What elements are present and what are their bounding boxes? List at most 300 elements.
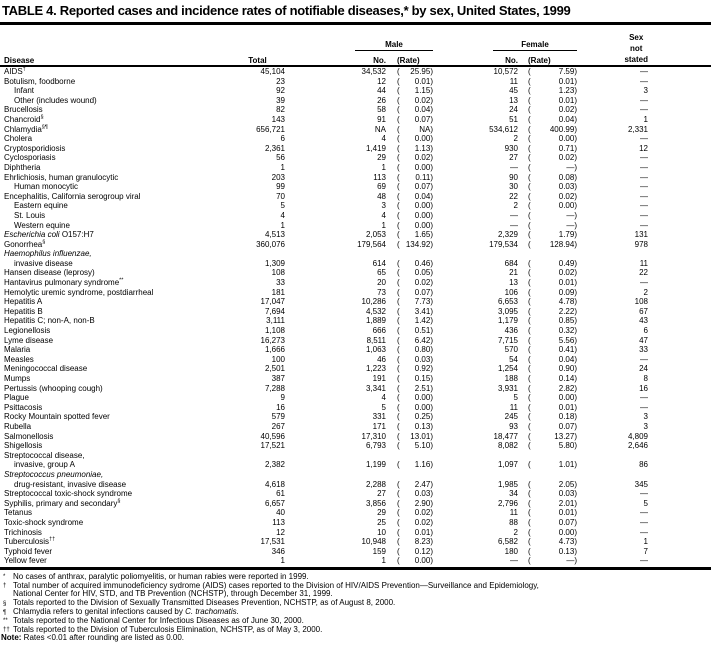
table-row	[0, 489, 711, 499]
male-rate-cell	[386, 230, 434, 240]
close-paren: )	[430, 67, 433, 76]
close-paren: )	[574, 460, 577, 470]
male-no-cell-value: 73	[377, 287, 386, 297]
table-row	[0, 518, 711, 528]
female-rate-cell-value: 0.02	[558, 191, 575, 201]
disease-cell	[0, 163, 230, 173]
male-rate-cell-value: 3.41	[414, 306, 431, 316]
sex-not-stated-cell-value: —	[640, 354, 648, 364]
footnote-text: National Center for HIV, STD, and TB Prevention (NCHSTP), through December 31, 1999.	[13, 589, 333, 599]
sex-not-stated-cell	[578, 211, 648, 221]
sex-not-stated-cell	[578, 307, 648, 317]
female-no-cell-value: 88	[509, 517, 518, 527]
sex-not-stated-cell	[578, 316, 648, 326]
open-paren: (	[528, 402, 531, 412]
female-no-cell	[434, 297, 518, 307]
male-rate-cell-wrap	[386, 230, 434, 240]
male-no-cell-value: 44	[377, 86, 386, 96]
total-cell-value: 16,273	[260, 335, 285, 345]
male-rate-cell-value: 7.73	[414, 297, 431, 307]
sex-header-line2: not	[630, 44, 643, 53]
table-row	[0, 336, 711, 346]
total-cell-value: 4	[280, 210, 285, 220]
male-no-cell	[285, 221, 386, 231]
disease-name: Legionellosis	[4, 326, 51, 336]
female-no-cell	[434, 153, 518, 163]
male-rate-cell-value: 0.01	[414, 527, 431, 537]
female-no-cell-value: 21	[509, 268, 518, 278]
total-cell	[230, 451, 285, 461]
footnote-marker: †	[3, 583, 7, 590]
disease-name: Infant	[14, 86, 35, 96]
male-no-cell-value: 25	[377, 517, 386, 527]
disease-cell	[0, 278, 230, 288]
male-rate-cell	[386, 403, 434, 413]
male-rate-cell	[386, 163, 434, 173]
female-no-cell-value: 436	[504, 326, 518, 336]
disease-name-italic: Streptococcus pneumoniae,	[4, 469, 104, 479]
row-right-spacer	[648, 230, 711, 240]
male-rate-cell-value: 13.01	[410, 431, 431, 441]
open-paren: (	[397, 287, 400, 297]
male-no-cell	[285, 499, 386, 509]
table-row	[0, 182, 711, 192]
male-no-cell	[285, 66, 386, 77]
female-no-cell-value: 24	[509, 105, 518, 115]
female-rate-cell-wrap	[518, 326, 578, 336]
female-rate-cell-wrap	[518, 374, 578, 384]
female-no-cell-value: —	[510, 556, 518, 566]
male-rate-cell-value: 0.05	[414, 268, 431, 278]
disease-cell	[0, 201, 230, 211]
male-rate-cell-wrap	[386, 489, 434, 499]
total-cell-value: 1	[280, 556, 285, 566]
total-cell	[230, 508, 285, 518]
total-cell	[230, 105, 285, 115]
close-paren: )	[574, 182, 577, 192]
table-row	[0, 288, 711, 298]
male-no-cell	[285, 432, 386, 442]
table-row	[0, 470, 711, 480]
open-paren: (	[397, 517, 400, 527]
female-no-cell	[434, 173, 518, 183]
open-paren: (	[528, 105, 531, 115]
open-paren: (	[528, 335, 531, 345]
female-no-cell-value: 22	[509, 191, 518, 201]
sex-not-stated-cell-value: —	[640, 402, 648, 412]
male-no-cell	[285, 307, 386, 317]
female-rate-cell-value: 0.09	[558, 287, 575, 297]
male-rate-cell-value: 0.00	[414, 402, 431, 412]
total-cell	[230, 384, 285, 394]
total-cell	[230, 432, 285, 442]
female-no-cell	[434, 230, 518, 240]
open-paren: (	[397, 67, 400, 76]
male-rate-cell-wrap	[386, 96, 434, 106]
female-rate-cell	[518, 451, 578, 461]
female-rate-cell-value: 0.07	[558, 517, 575, 527]
row-right-spacer	[648, 460, 711, 470]
disease-cell	[0, 288, 230, 298]
close-paren: )	[574, 86, 577, 96]
sex-not-stated-cell-value: 33	[639, 345, 648, 355]
male-rate-cell-value: 0.02	[414, 278, 431, 288]
sex-not-stated-cell	[578, 259, 648, 269]
female-no-cell	[434, 422, 518, 432]
total-cell	[230, 230, 285, 240]
sex-not-stated-cell	[578, 528, 648, 538]
footnote-text: Total number of acquired immunodeficiency sydrome (AIDS) cases reported to the Division of HIV/AIDS Prevention—Surveillance and Epidemiology,	[13, 580, 539, 590]
female-rate-cell-wrap	[518, 86, 578, 96]
female-rate-cell	[518, 297, 578, 307]
total-cell-value: 2,501	[264, 364, 285, 374]
female-rate-cell	[518, 393, 578, 403]
table-row	[0, 221, 711, 231]
open-paren: (	[528, 546, 531, 556]
total-cell	[230, 499, 285, 509]
female-no-cell	[434, 96, 518, 106]
close-paren: )	[430, 460, 433, 470]
open-paren: (	[528, 517, 531, 527]
close-paren: )	[574, 364, 577, 374]
male-rate-cell-wrap	[386, 326, 434, 336]
open-paren: (	[397, 335, 400, 345]
female-rate-cell-wrap	[518, 460, 578, 470]
male-rate-cell-value: 0.04	[414, 191, 431, 201]
male-rate-cell-wrap	[386, 422, 434, 432]
close-paren: )	[430, 508, 433, 518]
female-rate-cell-value: 0.00	[558, 201, 575, 211]
male-no-cell	[285, 230, 386, 240]
disease-name: Hantavirus pulmonary syndrome	[4, 278, 120, 288]
female-no-cell-value: 11	[509, 76, 518, 86]
male-rate-cell-value: 2.51	[414, 383, 431, 393]
male-no-cell	[285, 518, 386, 528]
row-right-spacer	[648, 201, 711, 211]
male-rate-cell-wrap	[386, 508, 434, 518]
table-row	[0, 115, 711, 125]
table-row	[0, 249, 711, 259]
total-cell	[230, 441, 285, 451]
male-rate-cell-wrap	[386, 307, 434, 317]
female-rate-cell-value: —	[566, 220, 575, 230]
sex-not-stated-cell-value: 5	[643, 498, 648, 508]
row-right-spacer	[648, 345, 711, 355]
male-rate-cell-value: 2.47	[414, 479, 431, 489]
male-rate-cell	[386, 451, 434, 461]
disease-cell	[0, 86, 230, 96]
open-paren: (	[397, 354, 400, 364]
sex-not-stated-cell-value: 43	[639, 316, 648, 326]
male-rate-cell	[386, 556, 434, 566]
table-row	[0, 499, 711, 509]
close-paren: )	[574, 383, 577, 393]
disease-name: Eastern equine	[14, 201, 68, 211]
close-paren: )	[574, 421, 577, 431]
male-rate-cell	[386, 384, 434, 394]
male-no-cell	[285, 384, 386, 394]
female-no-cell-value: 2	[513, 134, 518, 144]
close-paren: )	[574, 297, 577, 307]
table-row	[0, 259, 711, 269]
table-row	[0, 556, 711, 566]
male-no-cell-value: 1	[381, 220, 386, 230]
female-no-cell	[434, 326, 518, 336]
female-rate-cell	[518, 355, 578, 365]
male-no-cell	[285, 326, 386, 336]
sex-not-stated-cell	[578, 556, 648, 566]
male-no-cell	[285, 249, 386, 259]
disease-name: Meningococcal disease	[4, 364, 88, 374]
disease-cell	[0, 422, 230, 432]
sex-not-stated-cell-value: —	[640, 95, 648, 105]
header-right-spacer	[648, 29, 711, 66]
sex-not-stated-header	[624, 32, 648, 65]
female-rate-cell-wrap	[518, 528, 578, 538]
female-no-cell	[434, 355, 518, 365]
total-cell-value: 33	[276, 278, 285, 288]
female-rate-cell-value: 5.80	[558, 441, 575, 451]
sex-not-stated-cell-value: —	[640, 220, 648, 230]
male-rate-cell	[386, 336, 434, 346]
total-cell-value: 267	[271, 421, 285, 431]
open-paren: (	[528, 182, 531, 192]
open-paren: (	[528, 287, 531, 297]
disease-cell	[0, 345, 230, 355]
open-paren: (	[397, 162, 400, 172]
sex-not-stated-cell-value: 2	[643, 287, 648, 297]
open-paren: (	[528, 374, 531, 383]
female-no-cell	[434, 412, 518, 422]
male-no-cell-value: 1,063	[365, 345, 386, 355]
open-paren: (	[528, 76, 531, 86]
sex-not-stated-cell-value: —	[640, 201, 648, 211]
open-paren: (	[528, 556, 531, 566]
female-rate-cell-value: 4.73	[558, 537, 575, 547]
total-cell-value: 17,531	[260, 537, 285, 547]
close-paren: )	[574, 201, 577, 211]
male-no-cell	[285, 86, 386, 96]
female-no-cell	[434, 288, 518, 298]
total-cell	[230, 355, 285, 365]
male-no-cell-value: 191	[372, 374, 386, 383]
close-paren: )	[574, 402, 577, 412]
female-rate-cell-value: 4.78	[558, 297, 575, 307]
total-cell-value: 181	[271, 287, 285, 297]
disease-cell	[0, 66, 230, 77]
male-no-cell	[285, 201, 386, 211]
close-paren: )	[430, 354, 433, 364]
disease-name: AIDS	[4, 67, 23, 76]
total-cell	[230, 518, 285, 528]
sex-not-stated-cell-value: 978	[634, 239, 648, 249]
disease-name: Typhoid fever	[4, 546, 53, 556]
male-rate-cell	[386, 460, 434, 470]
female-rate-cell	[518, 144, 578, 154]
open-paren: (	[397, 431, 400, 441]
open-paren: (	[528, 326, 531, 336]
row-right-spacer	[648, 134, 711, 144]
disease-cell	[0, 182, 230, 192]
disease-cell	[0, 259, 230, 269]
sex-not-stated-cell-value: —	[640, 67, 648, 76]
disease-name: Rubella	[4, 421, 32, 431]
footnote-marker: §	[40, 114, 44, 121]
total-cell	[230, 66, 285, 77]
female-rate-cell-value: 0.03	[558, 182, 575, 192]
male-rate-cell-value: 0.92	[414, 364, 431, 374]
male-rate-cell-value: 0.11	[415, 172, 431, 182]
disease-cell	[0, 556, 230, 566]
close-paren: )	[430, 182, 433, 192]
female-rate-cell	[518, 336, 578, 346]
open-paren: (	[397, 527, 400, 537]
disease-name: Psittacosis	[4, 402, 43, 412]
male-no-cell	[285, 240, 386, 250]
disease-name-italic: Escherichia coli	[4, 230, 62, 240]
male-no-cell	[285, 355, 386, 365]
male-no-cell	[285, 211, 386, 221]
close-paren: )	[574, 191, 577, 201]
sex-not-stated-cell	[578, 173, 648, 183]
total-cell	[230, 422, 285, 432]
female-rate-cell-wrap	[518, 240, 578, 250]
male-rate-cell-value: 0.46	[414, 258, 431, 268]
male-rate-cell	[386, 518, 434, 528]
male-rate-cell-wrap	[386, 336, 434, 346]
open-paren: (	[397, 393, 400, 403]
sex-not-stated-cell-value: —	[640, 76, 648, 86]
male-no-cell-value: 113	[373, 172, 386, 182]
male-rate-cell-wrap	[386, 364, 434, 374]
bottom-rule	[0, 567, 711, 570]
row-right-spacer	[648, 211, 711, 221]
row-right-spacer	[648, 115, 711, 125]
close-paren: )	[574, 546, 577, 556]
total-cell-value: 1,309	[264, 258, 285, 268]
open-paren: (	[397, 114, 400, 124]
close-paren: )	[430, 230, 433, 240]
total-cell-value: 113	[272, 517, 285, 527]
total-cell-value: 7,288	[264, 383, 285, 393]
close-paren: )	[574, 105, 577, 115]
open-paren: (	[397, 86, 400, 96]
sex-not-stated-cell	[578, 441, 648, 451]
close-paren: )	[574, 326, 577, 336]
footnote-marker: *	[3, 574, 6, 581]
disease-cell	[0, 470, 230, 480]
row-right-spacer	[648, 240, 711, 250]
male-no-cell-value: 4	[381, 210, 386, 220]
sex-header-line1: Sex	[629, 33, 644, 42]
total-cell	[230, 489, 285, 499]
male-rate-cell	[386, 66, 434, 77]
female-rate-cell-wrap	[518, 508, 578, 518]
sex-not-stated-cell-value: —	[640, 153, 648, 163]
female-no-cell	[434, 144, 518, 154]
disease-name: invasive, group A	[14, 460, 75, 470]
male-rate-cell	[386, 470, 434, 480]
male-no-cell-value: 159	[372, 546, 386, 556]
disease-cell	[0, 374, 230, 384]
sex-not-stated-cell	[578, 182, 648, 192]
female-no-cell	[434, 508, 518, 518]
female-rate-cell-value: 0.04	[558, 114, 575, 124]
total-cell	[230, 182, 285, 192]
footnote-text-italic: C. trachomatis.	[185, 607, 239, 617]
disease-name: Toxic-shock syndrome	[4, 517, 84, 527]
close-paren: )	[430, 326, 433, 336]
male-rate-cell-value: 0.03	[414, 489, 431, 499]
sex-not-stated-cell	[578, 221, 648, 231]
row-right-spacer	[648, 336, 711, 346]
male-rate-cell-value: 0.00	[414, 393, 431, 403]
male-no-cell	[285, 96, 386, 106]
male-rate-cell	[386, 326, 434, 336]
row-right-spacer	[648, 105, 711, 115]
disease-cell	[0, 336, 230, 346]
sex-not-stated-cell	[578, 403, 648, 413]
table-row	[0, 480, 711, 490]
male-rate-cell-wrap	[386, 499, 434, 509]
disease-name: Western equine	[14, 220, 70, 230]
close-paren: )	[574, 354, 577, 364]
female-rate-cell	[518, 480, 578, 490]
female-rate-header: (Rate)	[518, 51, 578, 66]
open-paren: (	[397, 76, 400, 86]
total-cell-value: 61	[276, 489, 285, 499]
note-text: Rates <0.01 after rounding are listed as 0.00.	[21, 633, 184, 643]
close-paren: )	[574, 172, 577, 182]
sex-not-stated-cell	[578, 268, 648, 278]
close-paren: )	[574, 345, 577, 355]
close-paren: )	[430, 374, 433, 383]
female-no-cell-value: 54	[509, 354, 518, 364]
male-no-cell-value: 34,532	[361, 67, 386, 76]
table-row	[0, 412, 711, 422]
table-body	[0, 66, 711, 566]
total-cell	[230, 412, 285, 422]
male-no-cell	[285, 422, 386, 432]
close-paren: )	[430, 95, 433, 105]
close-paren: )	[430, 546, 433, 556]
table-row	[0, 144, 711, 154]
row-right-spacer	[648, 297, 711, 307]
total-cell	[230, 326, 285, 336]
footnote-text: No cases of anthrax, paralytic poliomyelitis, or human rabies were reported in 1999.	[13, 571, 309, 581]
total-cell-value: 16	[276, 402, 285, 412]
table-row	[0, 364, 711, 374]
close-paren: )	[574, 412, 577, 422]
close-paren: )	[430, 153, 433, 163]
male-rate-cell	[386, 374, 434, 384]
male-rate-cell	[386, 499, 434, 509]
disease-name: Cholera	[4, 134, 33, 144]
disease-name: Chlamydia	[4, 124, 42, 134]
disease-name: Measles	[4, 354, 34, 364]
female-no-cell	[434, 537, 518, 547]
male-rate-cell-value: 0.03	[414, 354, 431, 364]
disease-column-header: Disease	[0, 51, 230, 66]
female-rate-cell-wrap	[518, 105, 578, 115]
male-no-cell-value: 58	[377, 105, 386, 115]
total-cell-value: 40	[276, 508, 285, 518]
open-paren: (	[528, 354, 531, 364]
male-rate-cell-wrap	[386, 192, 434, 202]
male-rate-cell-wrap	[386, 77, 434, 87]
close-paren: )	[430, 402, 433, 412]
close-paren: )	[574, 95, 577, 105]
